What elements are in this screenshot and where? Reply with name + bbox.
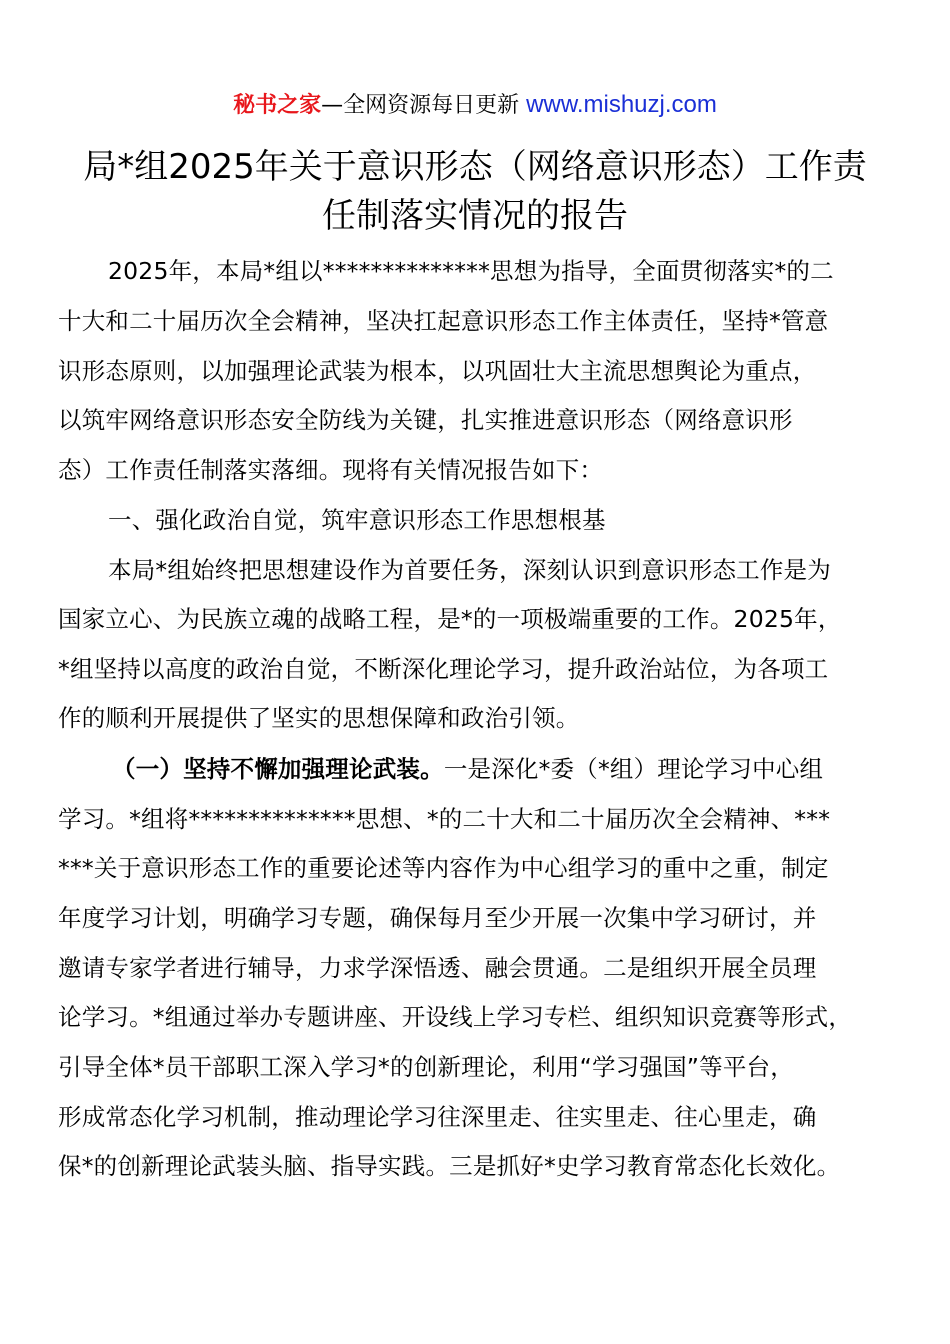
body-line: 本局*组始终把思想建设作为首要任务，深刻认识到意识形态工作是为 (108, 556, 831, 584)
body-line: 保*的创新理论武装头脑、指导实践。三是抓好*史学习教育常态化长效化。 (58, 1152, 841, 1180)
section-heading: 一、强化政治自觉，筑牢意识形态工作思想根基 (108, 506, 606, 534)
body-text: 一是深化*委（*组）理论学习中心组 (443, 755, 824, 783)
body-line: 年度学习计划，明确学习专题，确保每月至少开展一次集中学习研讨，并 (58, 904, 817, 932)
body-line: ***关于意识形态工作的重要论述等内容作为中心组学习的重中之重，制定 (58, 854, 829, 882)
banner-tagline: —全网资源每日更新 (321, 93, 527, 118)
subsection-paragraph (112, 750, 823, 784)
body-line: 识形态原则，以加强理论武装为根本，以巩固壮大主流思想舆论为重点， (58, 357, 817, 385)
body-line: 态）工作责任制落实落细。现将有关情况报告如下： (58, 456, 604, 484)
body-line: 论学习。*组通过举办专题讲座、开设线上学习专栏、组织知识竞赛等形式， (58, 1003, 853, 1031)
body-line: 邀请专家学者进行辅导，力求学深悟透、融会贯通。二是组织开展全员理 (58, 954, 817, 982)
subsection-heading: （一）坚持不懈加强理论武装。 (112, 755, 444, 783)
body-line: *组坚持以高度的政治自觉，不断深化理论学习，提升政治站位，为各项工 (58, 655, 829, 683)
body-line: 以筑牢网络意识形态安全防线为关键，扎实推进意识形态（网络意识形 (58, 406, 793, 434)
body-line: 十大和二十届历次全会精神，坚决扛起意识形态工作主体责任，坚持*管意 (58, 307, 829, 335)
body-line: 作的顺利开展提供了坚实的思想保障和政治引领。 (58, 704, 580, 732)
site-url-link[interactable]: www.mishuzj.com (526, 91, 717, 118)
brand-name: 秘书之家 (233, 93, 322, 118)
body-line: 引导全体*员干部职工深入学习*的创新理论，利用“学习强国”等平台， (58, 1053, 794, 1081)
body-line: 形成常态化学习机制，推动理论学习往深里走、往实里走、往心里走，确 (58, 1103, 817, 1131)
site-banner (0, 88, 950, 119)
body-line: 国家立心、为民族立魂的战略工程，是*的一项极端重要的工作。2025年， (58, 605, 842, 633)
body-line: 学习。*组将**************思想、*的二十大和二十届历次全会精神、*** (58, 805, 831, 833)
document-title-line-1: 局*组2025年关于意识形态（网络意识形态）工作责 (83, 147, 867, 187)
body-line: 2025年，本局*组以**************思想为指导，全面贯彻落实*的二 (108, 257, 834, 285)
document-title-line-2: 任制落实情况的报告 (322, 196, 628, 236)
